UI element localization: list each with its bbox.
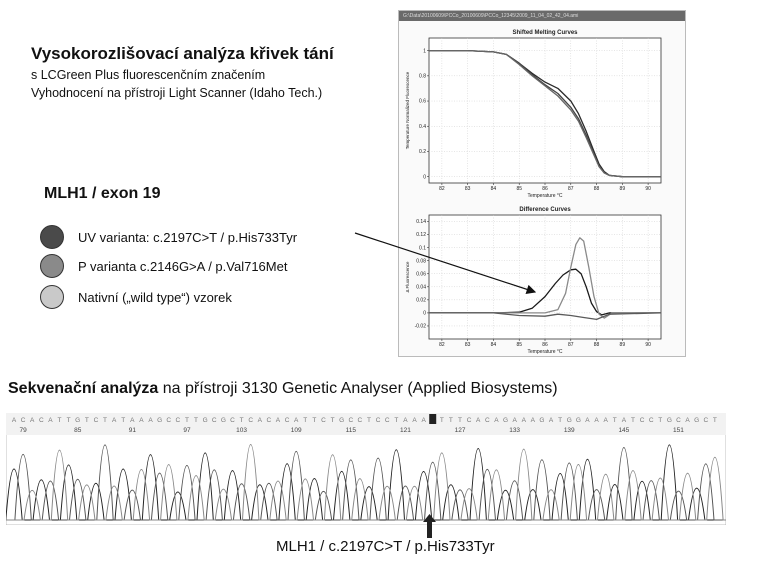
- sequencing-title-rest: na přístroji 3130 Genetic Analyser (Applied Biosystems): [158, 380, 558, 397]
- y-tick-label: 1: [423, 48, 426, 55]
- y-tick-label: 0: [423, 174, 426, 181]
- x-tick-label: 83: [464, 342, 471, 348]
- position-label: 133: [509, 427, 521, 434]
- base-call: T: [558, 417, 563, 424]
- annotation-arrow: [355, 233, 535, 292]
- base-call: A: [48, 417, 53, 424]
- base-call: A: [530, 417, 536, 424]
- y-tick-label: 0.6: [419, 98, 426, 105]
- base-call: C: [230, 417, 235, 424]
- base-call: T: [330, 417, 335, 424]
- base-call: C: [484, 417, 490, 424]
- base-call: A: [257, 417, 262, 424]
- base-call: T: [712, 417, 717, 424]
- mutation-base-highlight: [429, 414, 436, 424]
- base-call: T: [612, 417, 617, 424]
- base-call: A: [130, 417, 135, 424]
- base-call: A: [412, 417, 417, 424]
- mutation-caption: MLH1 / c.2197C>T / p.His733Tyr: [276, 538, 495, 555]
- x-tick-label: 87: [567, 186, 574, 192]
- chart-title: Shifted Melting Curves: [512, 30, 578, 36]
- base-call: T: [458, 417, 463, 424]
- position-label: 127: [454, 427, 466, 434]
- base-call: C: [284, 417, 290, 424]
- x-tick-label: 89: [619, 186, 626, 192]
- base-call: T: [121, 417, 126, 424]
- base-call: G: [220, 417, 226, 424]
- y-tick-label: 0.1: [419, 245, 426, 252]
- legend-label-uv: UV varianta: c.2197C>T / p.His733Tyr: [78, 229, 298, 245]
- position-label: 109: [290, 427, 302, 434]
- base-call: C: [357, 417, 363, 424]
- base-call: A: [476, 417, 481, 424]
- base-call: T: [439, 417, 444, 424]
- x-tick-label: 82: [439, 342, 445, 348]
- mutation-arrow: [420, 514, 440, 540]
- position-label: 91: [128, 427, 136, 434]
- base-call: G: [75, 417, 81, 424]
- x-tick-label: 85: [516, 342, 523, 348]
- x-tick-label: 90: [645, 342, 651, 348]
- base-call: A: [30, 417, 35, 424]
- base-call: T: [194, 417, 199, 424]
- base-call: T: [448, 417, 453, 424]
- position-label: 121: [399, 427, 411, 434]
- position-label: 97: [183, 427, 191, 434]
- base-call: G: [339, 417, 345, 424]
- gene-label: MLH1 / exon 19: [44, 185, 161, 202]
- y-tick-label: 0.2: [419, 149, 426, 156]
- x-tick-label: 86: [542, 342, 548, 348]
- base-call: T: [84, 417, 89, 424]
- base-call: T: [394, 417, 399, 424]
- x-tick-label: 83: [464, 186, 471, 192]
- base-call: A: [594, 417, 599, 424]
- base-call: G: [202, 417, 208, 424]
- y-axis-label: Temperature Normalized Fluorescence: [405, 71, 410, 150]
- base-call: G: [503, 417, 509, 424]
- base-call: A: [548, 417, 554, 424]
- position-label: 139: [563, 427, 575, 434]
- base-call: A: [685, 417, 690, 424]
- base-call: C: [38, 417, 44, 424]
- x-tick-label: 82: [439, 186, 445, 192]
- base-call: T: [312, 417, 317, 424]
- base-call: T: [103, 417, 108, 424]
- y-tick-label: 0.14: [416, 219, 426, 226]
- x-axis-label: Temperature °C: [527, 193, 563, 199]
- x-tick-label: 84: [490, 186, 497, 192]
- base-call: G: [539, 417, 545, 424]
- base-call: T: [184, 417, 189, 424]
- base-call: C: [348, 417, 354, 424]
- base-call: T: [303, 417, 308, 424]
- y-tick-label: -0.02: [414, 323, 426, 330]
- mutation-arrow-head: [423, 514, 436, 522]
- base-call: G: [157, 417, 163, 424]
- base-call: C: [175, 417, 181, 424]
- base-call: T: [57, 417, 62, 424]
- x-tick-label: 85: [516, 186, 523, 192]
- base-call: A: [521, 417, 526, 424]
- base-call: C: [20, 417, 26, 424]
- base-call: G: [575, 417, 581, 424]
- y-tick-label: 0: [423, 310, 426, 317]
- y-tick-label: 0.04: [416, 284, 426, 291]
- base-call: C: [648, 417, 654, 424]
- base-call: A: [494, 417, 499, 424]
- base-call: T: [239, 417, 244, 424]
- chart-title: Difference Curves: [519, 207, 571, 213]
- base-call: T: [658, 417, 663, 424]
- base-call: C: [93, 417, 99, 424]
- x-tick-label: 88: [593, 186, 600, 192]
- base-call: A: [294, 417, 299, 424]
- base-call: C: [384, 417, 390, 424]
- x-tick-label: 90: [645, 186, 651, 192]
- legend-label-p: P varianta c.2146G>A / p.Val716Met: [78, 258, 288, 274]
- subtitle-line-2: Vyhodnocení na přístroji Light Scanner (Idaho Tech.): [31, 86, 323, 100]
- base-call: A: [11, 417, 17, 424]
- subtitle-line-1: s LCGreen Plus fluorescenčním značením: [31, 68, 266, 82]
- base-call: A: [111, 417, 117, 424]
- y-tick-label: 0.02: [416, 297, 426, 304]
- y-axis-label: Δ Fluorescence: [405, 261, 410, 293]
- sequencing-title: [8, 380, 558, 398]
- base-call: C: [375, 417, 381, 424]
- x-axis-label: Temperature °C: [527, 349, 563, 355]
- x-tick-label: 87: [567, 342, 574, 348]
- y-tick-label: 0.12: [416, 232, 426, 239]
- base-call: G: [666, 417, 672, 424]
- x-tick-label: 84: [490, 342, 497, 348]
- base-call: C: [211, 417, 217, 424]
- main-title: Vysokorozlišovací analýza křivek tání: [31, 44, 334, 63]
- base-call: T: [367, 417, 371, 424]
- base-call: A: [148, 417, 153, 424]
- position-label: 115: [345, 427, 356, 434]
- base-call: C: [676, 417, 681, 424]
- base-call: A: [621, 417, 627, 424]
- y-tick-label: 0.8: [419, 73, 426, 80]
- position-label: 79: [19, 427, 27, 434]
- x-tick-label: 86: [542, 186, 548, 192]
- position-label: 85: [74, 427, 82, 434]
- y-tick-label: 0.06: [416, 271, 426, 278]
- position-label: 151: [673, 427, 684, 434]
- position-label: 145: [618, 427, 630, 434]
- base-call: A: [512, 417, 517, 424]
- base-call: A: [403, 417, 408, 424]
- base-call: C: [321, 417, 326, 424]
- sequencing-title-bold: Sekvenační analýza: [8, 380, 159, 397]
- position-label: 103: [236, 427, 247, 434]
- x-tick-label: 88: [593, 342, 600, 348]
- chromatogram: [6, 413, 726, 525]
- y-tick-label: 0.08: [416, 258, 426, 265]
- base-call: T: [630, 417, 635, 424]
- legend-label-wt: Nativní („wild type“) vzorek: [78, 289, 232, 305]
- window-title: G:\Data\20100609\PCCo_20100609\PCCo_12345\2009_11_04_02_42_04.ami: [403, 13, 579, 19]
- base-call: C: [466, 417, 472, 424]
- base-call: G: [566, 417, 572, 424]
- base-call: C: [703, 417, 709, 424]
- base-call: A: [603, 417, 608, 424]
- y-tick-label: 0.4: [419, 123, 426, 130]
- base-call: C: [166, 417, 172, 424]
- base-call: A: [585, 417, 590, 424]
- base-call: A: [139, 417, 144, 424]
- base-call: G: [694, 417, 700, 424]
- base-call: A: [421, 417, 426, 424]
- base-call: C: [248, 417, 254, 424]
- base-call: A: [275, 417, 281, 424]
- base-call: C: [266, 417, 272, 424]
- base-call: C: [639, 417, 645, 424]
- x-tick-label: 89: [619, 342, 626, 348]
- base-call: T: [66, 417, 71, 424]
